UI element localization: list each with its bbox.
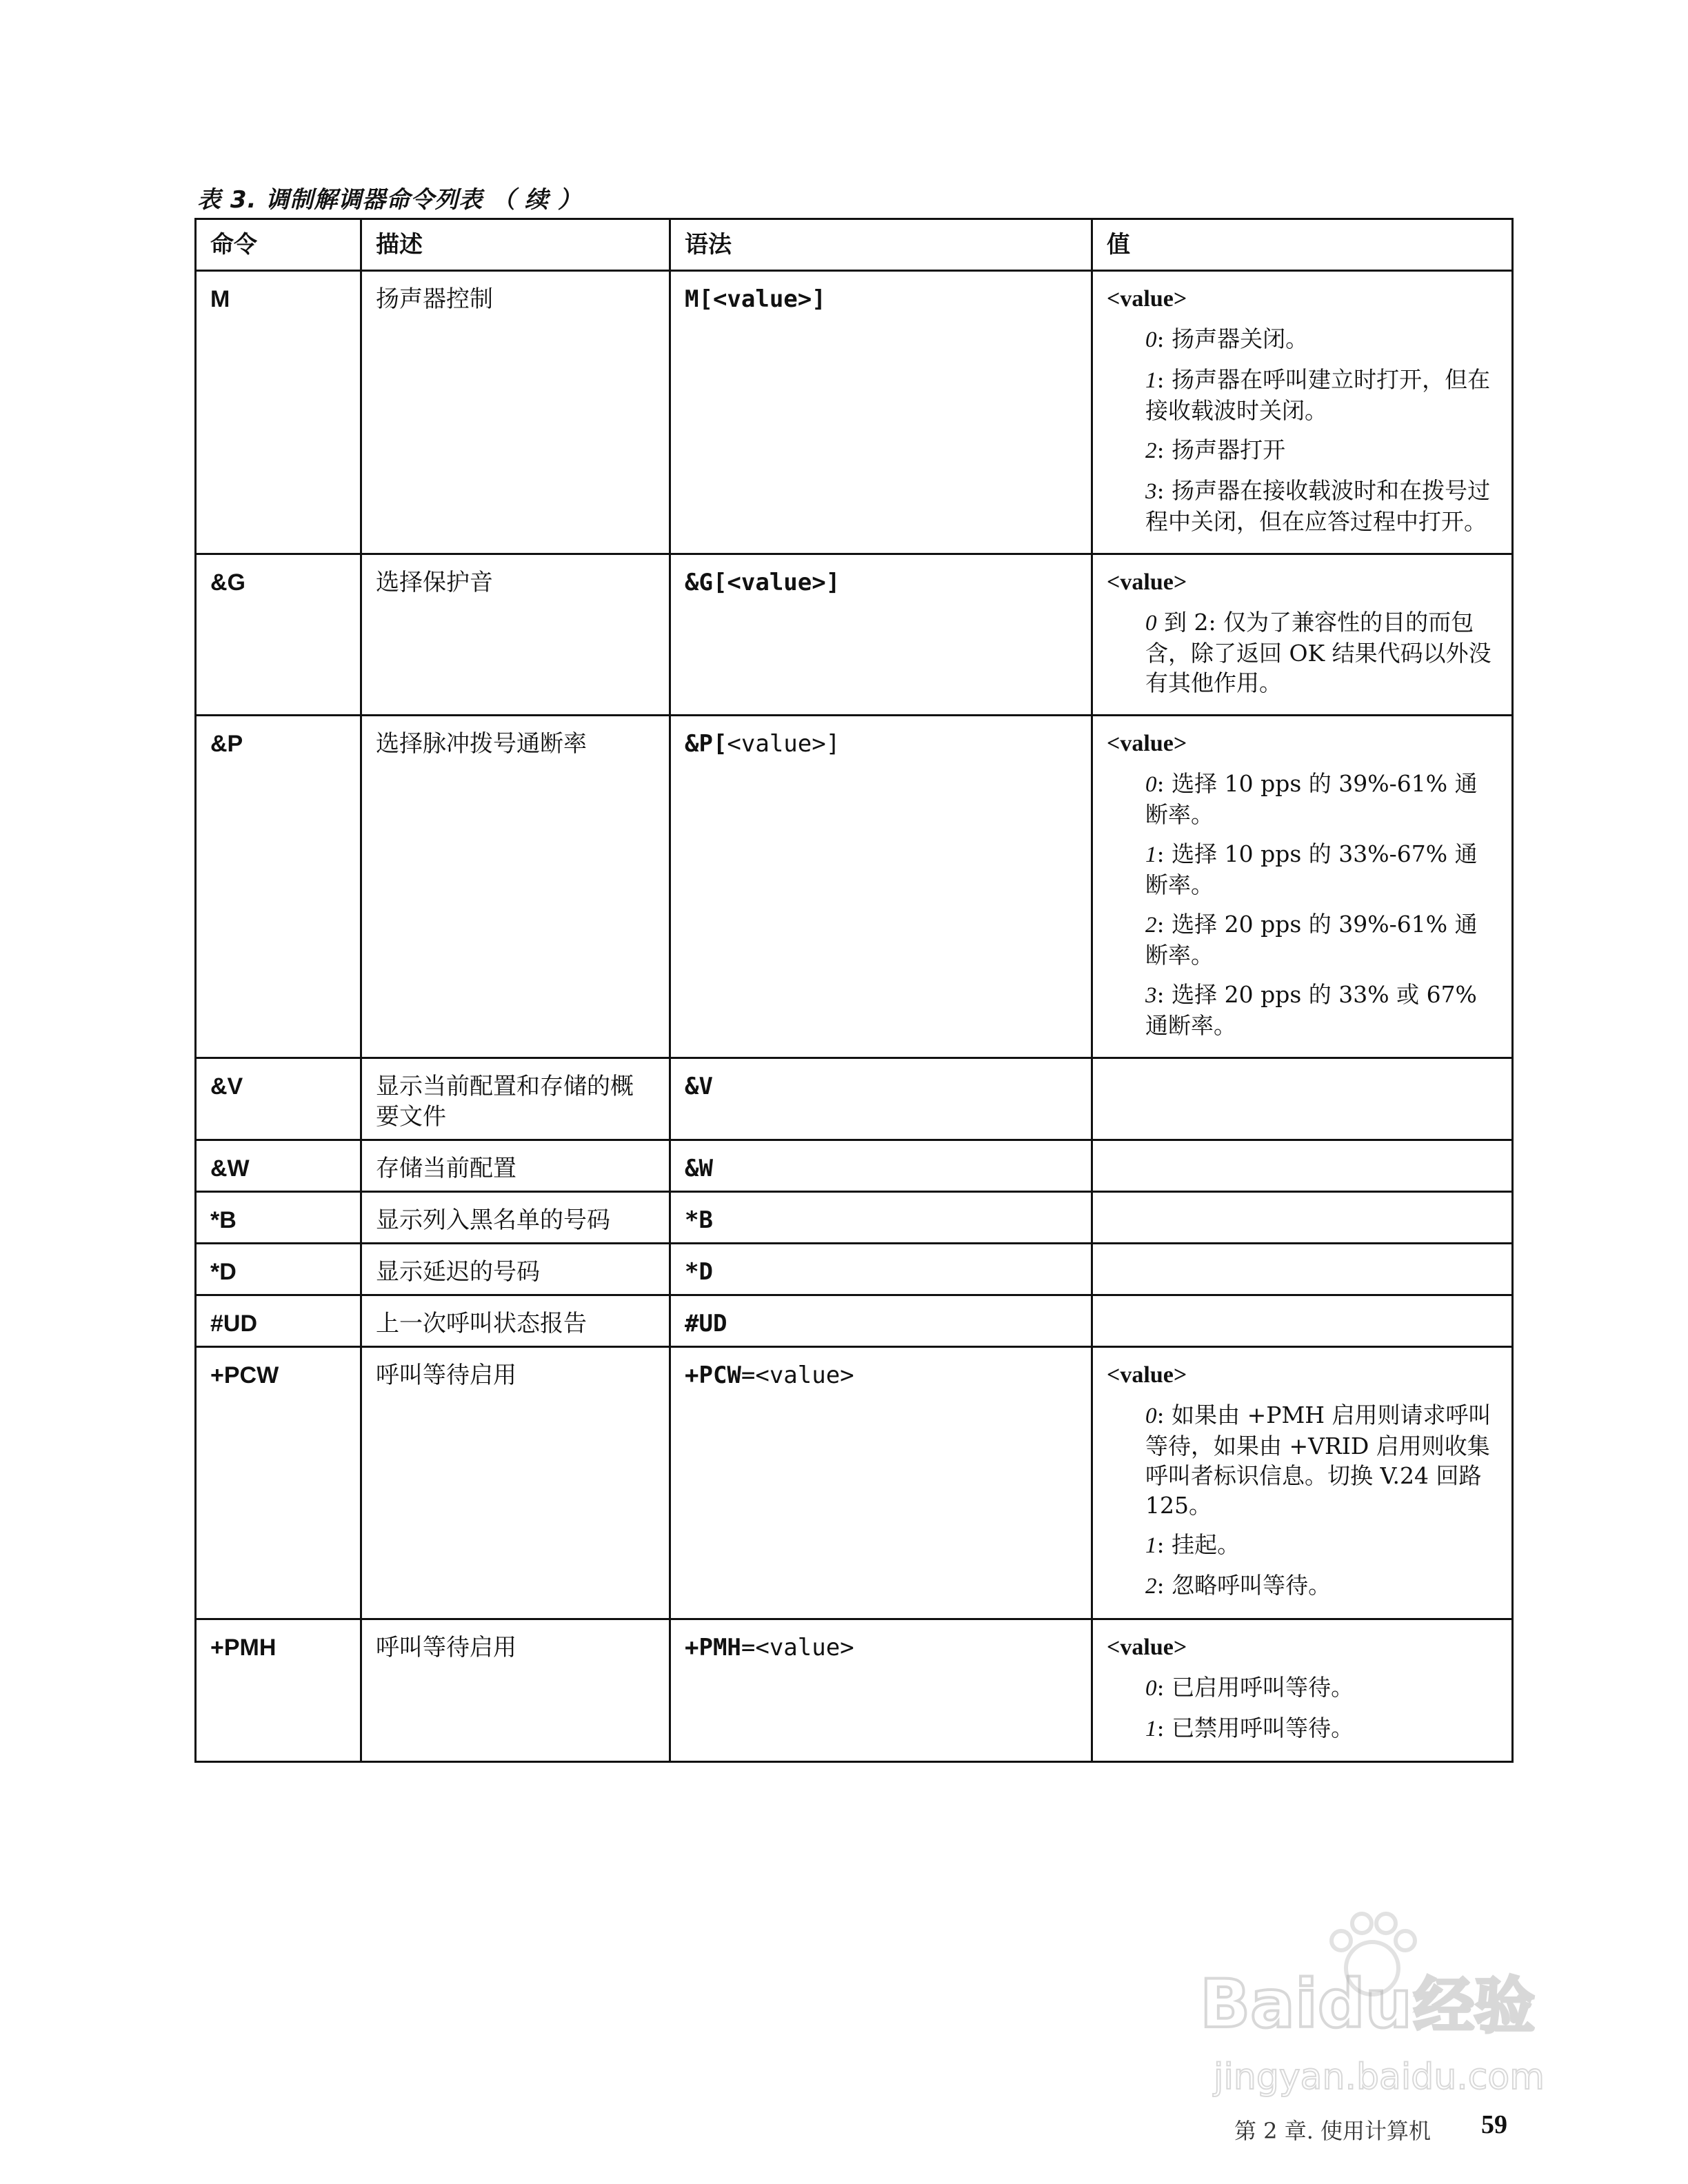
command-name: &G xyxy=(210,569,245,596)
value-option xyxy=(1145,1530,1498,1561)
table-row xyxy=(196,1295,1513,1347)
command-name: &W xyxy=(210,1155,250,1182)
paw-pad-icon xyxy=(1346,1942,1398,1994)
syntax-cell xyxy=(670,1347,1092,1619)
value-option xyxy=(1145,1713,1498,1744)
value-heading: <value> xyxy=(1107,569,1187,595)
command-name: *D xyxy=(210,1259,237,1285)
description-cell: 上一次呼叫状态报告 xyxy=(361,1295,670,1347)
command-cell xyxy=(196,1347,361,1619)
value-text: : 已启用呼叫等待。 xyxy=(1156,1674,1354,1701)
value-key: 1 xyxy=(1145,1533,1157,1558)
syntax-cell xyxy=(670,554,1092,716)
value-option xyxy=(1145,980,1498,1040)
command-name: &V xyxy=(210,1073,243,1100)
command-name: #UD xyxy=(210,1311,258,1337)
syntax-command: &W xyxy=(685,1155,713,1182)
value-text: 到 2: 仅为了兼容性的目的而包含，除了返回 OK 结果代码以外没有其他作用。 xyxy=(1145,609,1491,696)
value-heading: <value> xyxy=(1107,731,1187,756)
command-name: *B xyxy=(210,1207,237,1233)
table-row xyxy=(196,1140,1513,1192)
table-header-row xyxy=(196,219,1513,271)
table-row xyxy=(196,1058,1513,1140)
value-option xyxy=(1145,769,1498,829)
value-cell xyxy=(1092,1244,1513,1295)
value-key: 2 xyxy=(1145,438,1157,463)
syntax-cell xyxy=(670,1295,1092,1347)
value-text: : 选择 20 pps 的 33% 或 67% 通断率。 xyxy=(1145,981,1477,1039)
value-cell xyxy=(1092,1295,1513,1347)
syntax-argument: <value>] xyxy=(727,730,841,758)
description-cell: 选择脉冲拨号通断率 xyxy=(361,716,670,1058)
syntax-command: *D xyxy=(685,1258,713,1286)
value-option xyxy=(1145,1570,1498,1601)
syntax-command: &P[ xyxy=(685,730,727,758)
value-option xyxy=(1145,365,1498,425)
value-key: 0 xyxy=(1145,611,1157,636)
table-row xyxy=(196,271,1513,554)
value-heading: <value> xyxy=(1107,1362,1187,1388)
value-key: 1 xyxy=(1145,842,1157,867)
syntax-cell xyxy=(670,716,1092,1058)
footer-chapter: 第 2 章. 使用计算机 xyxy=(1234,2118,1431,2144)
command-cell xyxy=(196,1244,361,1295)
value-cell xyxy=(1092,1140,1513,1192)
value-text: : 如果由 +PMH 启用则请求呼叫等待，如果由 +VRID 启用则收集呼叫者标识信息。切换 V.24 回路 125。 xyxy=(1145,1402,1491,1519)
header-syntax: 语法 xyxy=(670,219,1092,271)
syntax-command: M[<value>] xyxy=(685,285,826,313)
value-option xyxy=(1145,435,1498,466)
syntax-cell xyxy=(670,1619,1092,1762)
command-cell xyxy=(196,716,361,1058)
description-cell: 扬声器控制 xyxy=(361,271,670,554)
header-description: 描述 xyxy=(361,219,670,271)
table-caption: 表 3. 调制解调器命令列表 （ 续 ） xyxy=(197,186,582,214)
syntax-argument: =<value> xyxy=(741,1362,854,1389)
table-body xyxy=(196,271,1513,1762)
value-key: 2 xyxy=(1145,1574,1157,1599)
syntax-cell xyxy=(670,1192,1092,1244)
modem-command-table xyxy=(194,218,1514,1763)
table-row xyxy=(196,1619,1513,1762)
value-text: : 选择 10 pps 的 33%-67% 通断率。 xyxy=(1145,840,1478,898)
command-name: &P xyxy=(210,731,243,757)
syntax-command: &G[<value>] xyxy=(685,569,841,596)
command-cell xyxy=(196,1619,361,1762)
value-option xyxy=(1145,476,1498,536)
description-cell: 显示当前配置和存储的概要文件 xyxy=(361,1058,670,1140)
syntax-cell xyxy=(670,1140,1092,1192)
value-cell xyxy=(1092,1619,1513,1762)
value-text: : 扬声器在呼叫建立时打开，但在接收载波时关闭。 xyxy=(1145,366,1491,424)
syntax-argument: =<value> xyxy=(741,1634,854,1661)
value-cell xyxy=(1092,271,1513,554)
command-cell xyxy=(196,1058,361,1140)
value-option xyxy=(1145,324,1498,355)
value-key: 2 xyxy=(1145,913,1157,938)
header-value: 值 xyxy=(1092,219,1513,271)
header-command: 命令 xyxy=(196,219,361,271)
syntax-command: +PCW xyxy=(685,1362,741,1389)
command-cell xyxy=(196,1295,361,1347)
value-key: 3 xyxy=(1145,479,1157,504)
value-option xyxy=(1145,839,1498,900)
value-option xyxy=(1145,909,1498,970)
command-cell xyxy=(196,554,361,716)
watermark-cn: 经验 xyxy=(1414,1970,1536,2041)
command-name: +PCW xyxy=(210,1362,279,1388)
value-key: 0 xyxy=(1145,772,1157,797)
table-row xyxy=(196,1347,1513,1619)
value-key: 0 xyxy=(1145,1404,1157,1428)
value-text: : 挂起。 xyxy=(1156,1531,1240,1558)
syntax-command: +PMH xyxy=(685,1634,741,1661)
value-key: 0 xyxy=(1145,1676,1157,1701)
syntax-cell xyxy=(670,1058,1092,1140)
value-cell xyxy=(1092,1192,1513,1244)
command-cell xyxy=(196,1192,361,1244)
value-cell xyxy=(1092,1347,1513,1619)
syntax-command: *B xyxy=(685,1206,713,1234)
syntax-cell xyxy=(670,271,1092,554)
value-option xyxy=(1145,607,1498,698)
table-row xyxy=(196,554,1513,716)
command-name: +PMH xyxy=(210,1635,277,1661)
syntax-cell xyxy=(670,1244,1092,1295)
command-cell xyxy=(196,1140,361,1192)
command-name: M xyxy=(210,286,230,312)
watermark-url: jingyan.baidu.com xyxy=(1214,2056,1545,2098)
value-text: : 忽略呼叫等待。 xyxy=(1156,1572,1332,1599)
value-text: : 选择 10 pps 的 39%-61% 通断率。 xyxy=(1145,770,1478,828)
table-row xyxy=(196,1244,1513,1295)
value-text: : 已禁用呼叫等待。 xyxy=(1156,1715,1354,1741)
value-cell xyxy=(1092,716,1513,1058)
description-cell: 呼叫等待启用 xyxy=(361,1347,670,1619)
value-heading: <value> xyxy=(1107,286,1187,312)
description-cell: 呼叫等待启用 xyxy=(361,1619,670,1762)
watermark-brand: Baidu xyxy=(1200,1965,1412,2043)
description-cell: 存储当前配置 xyxy=(361,1140,670,1192)
value-cell xyxy=(1092,554,1513,716)
value-key: 1 xyxy=(1145,368,1157,393)
value-text: : 扬声器打开 xyxy=(1156,436,1286,463)
value-key: 3 xyxy=(1145,983,1157,1008)
description-cell: 显示列入黑名单的号码 xyxy=(361,1192,670,1244)
value-option xyxy=(1145,1672,1498,1703)
value-text: : 选择 20 pps 的 39%-61% 通断率。 xyxy=(1145,911,1478,969)
value-text: : 扬声器关闭。 xyxy=(1156,325,1309,352)
description-cell: 选择保护音 xyxy=(361,554,670,716)
value-text: : 扬声器在接收载波时和在拨号过程中关闭，但在应答过程中打开。 xyxy=(1145,477,1491,535)
description-cell: 显示延迟的号码 xyxy=(361,1244,670,1295)
table-row xyxy=(196,716,1513,1058)
command-cell xyxy=(196,271,361,554)
table-row xyxy=(196,1192,1513,1244)
page-number: 59 xyxy=(1481,2110,1507,2139)
value-key: 1 xyxy=(1145,1717,1157,1741)
syntax-command: #UD xyxy=(685,1310,727,1337)
value-key: 0 xyxy=(1145,327,1157,352)
baidu-jingyan-watermark xyxy=(1186,1903,1572,2110)
syntax-command: &V xyxy=(685,1073,713,1100)
value-cell xyxy=(1092,1058,1513,1140)
value-heading: <value> xyxy=(1107,1635,1187,1660)
value-option xyxy=(1145,1400,1498,1520)
